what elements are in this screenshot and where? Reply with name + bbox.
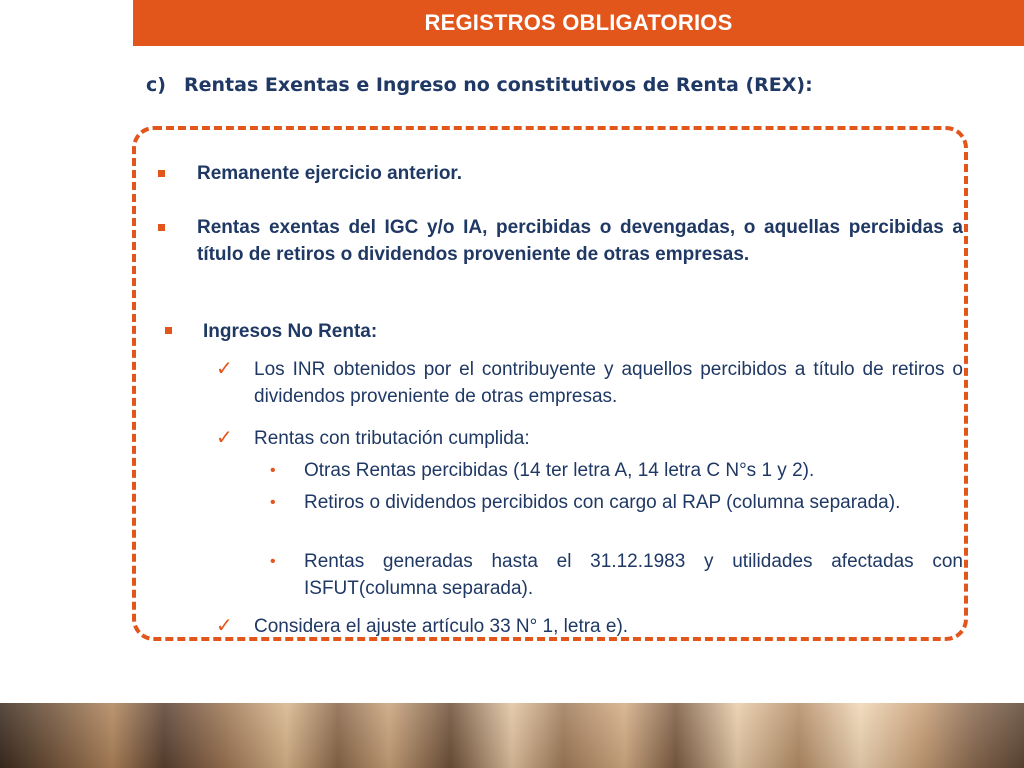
item-remanente: Remanente ejercicio anterior. <box>197 163 463 184</box>
dot-bullet-icon: • <box>270 553 276 570</box>
item-otras-rentas: Otras Rentas percibidas (14 ter letra A, 14 letra C N°s 1 y 2). <box>304 460 815 481</box>
square-bullet-icon <box>165 327 172 334</box>
item-ajuste: Considera el ajuste artículo 33 N° 1, letra e). <box>254 616 629 637</box>
dot-bullet-icon: • <box>270 494 276 511</box>
item-retiros-rap: Retiros o dividendos percibidos con cargo al RAP (columna separada). <box>304 492 901 513</box>
item-tributacion: Rentas con tributación cumplida: <box>254 428 530 449</box>
subtitle-text: Rentas Exentas e Ingreso no constitutivos de Renta (REX): <box>184 74 813 96</box>
square-bullet-icon <box>158 170 165 177</box>
item-ingresos-no-renta: Ingresos No Renta: <box>203 321 378 342</box>
dot-bullet-icon: • <box>270 462 276 479</box>
item-inr: Los INR obtenidos por el contribuyente y aquellos percibidos a título de retiros o dividendos proveniente de otras empresas. <box>254 359 963 407</box>
square-bullet-icon <box>158 224 165 231</box>
item-rentas-1983: Rentas generadas hasta el 31.12.1983 y utilidades afectadas con ISFUT(columna separada). <box>304 551 963 599</box>
item-rentas-exentas: Rentas exentas del IGC y/o IA, percibidas o devengadas, o aquellas percibidas a título de retiros o dividendos proveniente de otras empresas. <box>197 217 963 265</box>
header-title: REGISTROS OBLIGATORIOS <box>424 10 733 35</box>
checkmark-icon: ✓ <box>216 613 233 637</box>
checkmark-icon: ✓ <box>216 425 233 449</box>
subtitle-marker: c) <box>146 74 166 96</box>
decorative-crowd-photo-strip <box>0 703 1024 768</box>
checkmark-icon: ✓ <box>216 356 233 380</box>
